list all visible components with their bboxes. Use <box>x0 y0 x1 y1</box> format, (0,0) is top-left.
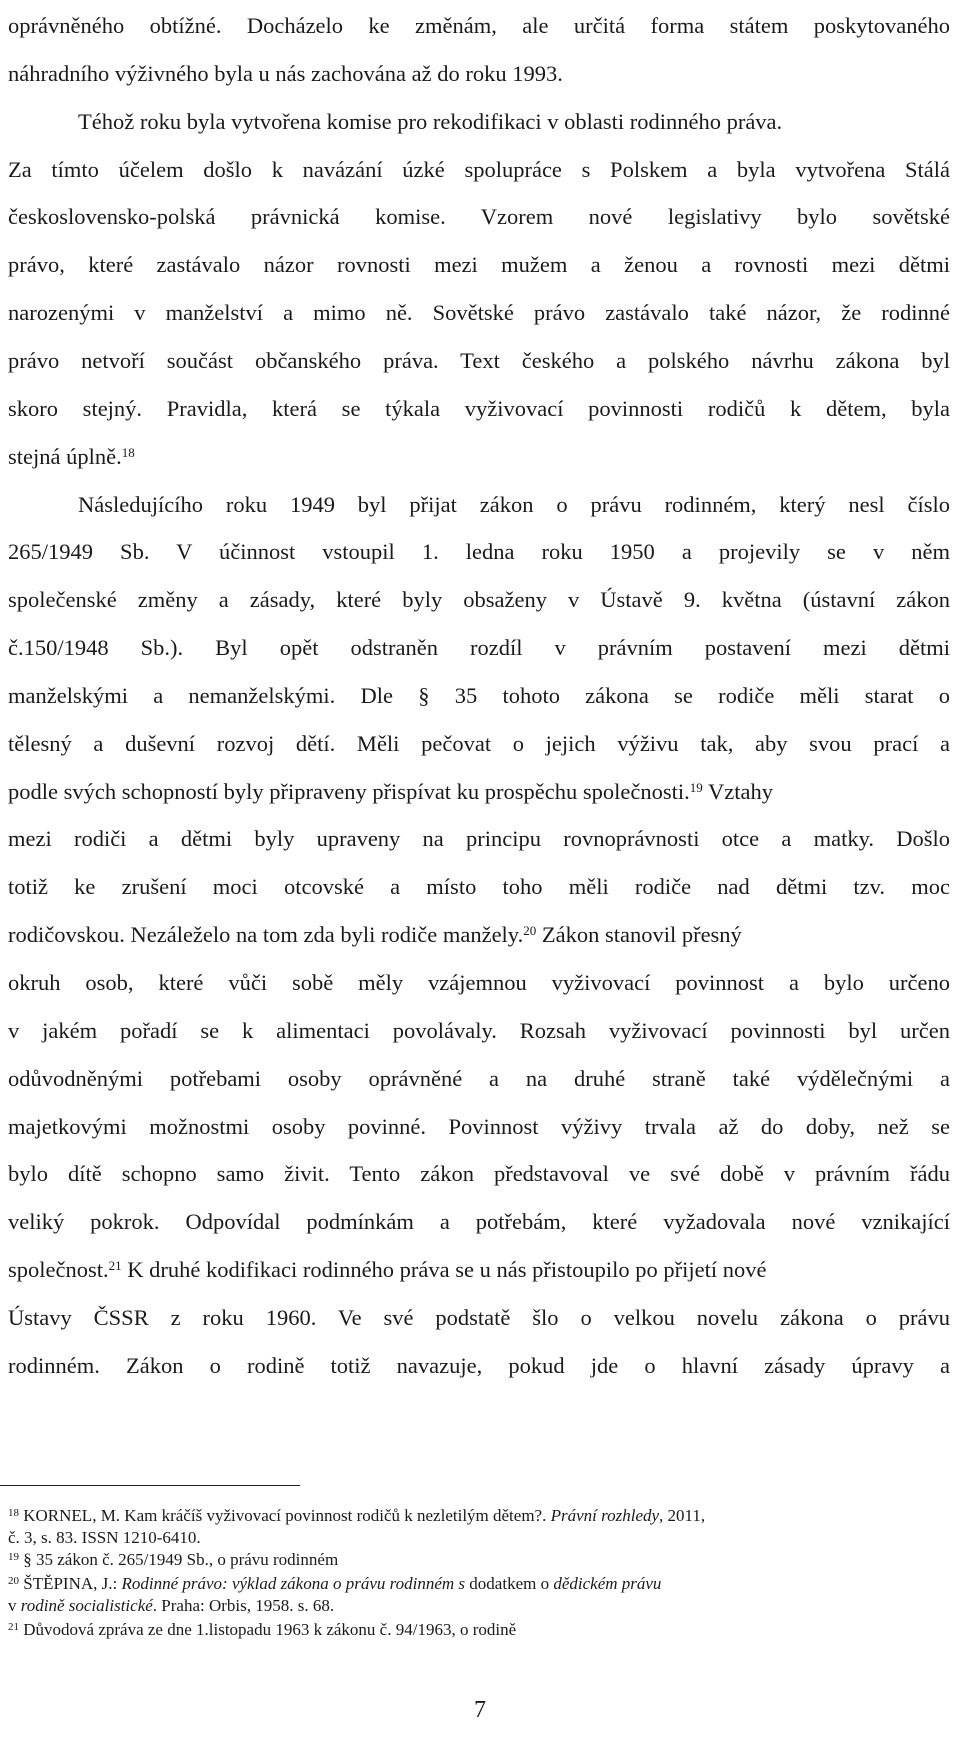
footnote-ref[interactable]: 20 <box>523 923 537 939</box>
footnote: $^{18}$ KORNEL, M. Kam kráčíš vyživovací povinnost rodičů k nezletilým dětem?. Právní rozhledy, 2011, <box>8 1506 706 1525</box>
text-line: náhradního výživného byla u nás zachována až do roku 1993. <box>8 60 563 86</box>
text-line: skoro stejný. Pravidla, která se týkala vyživovací povinnosti rodičů k dětem, byla <box>8 395 950 421</box>
footnote-ref[interactable]: 19 <box>689 779 703 795</box>
text-line: Za tímto účelem došlo k navázání úzké spolupráce s Polskem a byla vytvořena Stálá <box>8 156 950 182</box>
text-line: odůvodněnými potřebami osoby oprávněné a na druhé straně také výdělečnými a <box>8 1065 950 1091</box>
text-line: bylo dítě schopno samo živit. Tento zákon představoval ve své době v právním řádu <box>8 1161 950 1187</box>
text-line: okruh osob, které vůči sobě měly vzájemnou vyživovací povinnost a bylo určeno <box>8 970 950 995</box>
footnote: $^{20}$ ŠTĚPINA, J.: Rodinné právo: výklad zákona o právu rodinném s dodatkem o dědickém právu <box>8 1574 662 1593</box>
text-line: oprávněného obtížné. Docházelo ke změnám, ale určitá forma státem poskytovaného <box>8 13 950 38</box>
text-line: č.150/1948 Sb.). Byl opět odstraněn rozdíl v právním postavení mezi dětmi <box>8 635 950 661</box>
footnote-ref[interactable]: 21 <box>108 1258 122 1274</box>
page-number: 7 <box>474 1697 486 1723</box>
text-line: totiž ke zrušení moci otcovské a místo toho měli rodiče nad dětmi tzv. moc <box>8 874 950 900</box>
footnote-ref[interactable]: 18 <box>121 444 135 460</box>
text-line: společenské změny a zásady, které byly obsaženy v Ústavě 9. května (ústavní zákon <box>8 587 950 613</box>
footnote-separator <box>0 1485 300 1486</box>
footnote: č. 3, s. 83. ISSN 1210-6410. <box>8 1528 201 1547</box>
text-line: veliký pokrok. Odpovídal podmínkám a potřebám, které vyžadovala nové vznikající <box>8 1209 950 1235</box>
text-line: podle svých schopností byly připraveny přispívat ku prospěchu společnosti.$^{19}$ Vztahy <box>8 778 773 804</box>
text-line: 265/1949 Sb. V účinnost vstoupil 1. ledna roku 1950 a projevily se v něm <box>8 539 950 565</box>
text-line: mezi rodiči a dětmi byly upraveny na principu rovnoprávnosti otce a matky. Došlo <box>8 826 950 852</box>
text-line: rodinném. Zákon o rodině totiž navazuje, pokud jde o hlavní zásady úpravy a <box>8 1352 950 1378</box>
text-line: rodičovskou. Nezáleželo na tom zda byli rodiče manžely.$^{20}$ Zákon stanovil přesný <box>8 922 742 948</box>
footnote: $^{21}$ Důvodová zpráva ze dne 1.listopadu 1963 k zákonu č. 94/1963, o rodině <box>8 1620 517 1639</box>
footnote: v rodině socialistické. Praha: Orbis, 1958. s. 68. <box>8 1596 335 1615</box>
text-line: československo-polská právnická komise. Vzorem nové legislativy bylo sovětské <box>8 204 950 230</box>
text-line: majetkovými možnostmi osoby povinné. Povinnost výživy trvala až do doby, než se <box>8 1113 950 1139</box>
text-line: Ústavy ČSSR z roku 1960. Ve své podstatě šlo o velkou novelu zákona o právu <box>8 1304 950 1330</box>
text-line: právo netvoří součást občanského práva. Text českého a polského návrhu zákona byl <box>8 347 950 373</box>
text-line: Následujícího roku 1949 byl přijat zákon o právu rodinném, který nesl číslo <box>78 491 950 517</box>
footnote: $^{19}$ § 35 zákon č. 265/1949 Sb., o právu rodinném <box>8 1550 339 1569</box>
text-line: společnost.$^{21}$ K druhé kodifikaci rodinného práva se u nás přistoupilo po přijetí nové <box>8 1257 767 1283</box>
text-line: manželskými a nemanželskými. Dle § 35 tohoto zákona se rodiče měli starat o <box>8 682 950 708</box>
text-line: tělesný a duševní rozvoj dětí. Měli pečovat o jejich výživu tak, aby svou prací a <box>8 730 950 756</box>
text-line: právo, které zastávalo názor rovnosti mezi mužem a ženou a rovnosti mezi dětmi <box>8 252 950 278</box>
text-line: Téhož roku byla vytvořena komise pro rekodifikaci v oblasti rodinného práva. <box>78 108 783 134</box>
text-line: v jakém pořadí se k alimentaci povolávaly. Rozsah vyživovací povinnosti byl určen <box>8 1017 950 1043</box>
text-line: stejná úplně.$^{18}$ <box>8 443 135 469</box>
text-line: narozenými v manželství a mimo ně. Sovětské právo zastávalo také názor, že rodinné <box>8 300 950 326</box>
